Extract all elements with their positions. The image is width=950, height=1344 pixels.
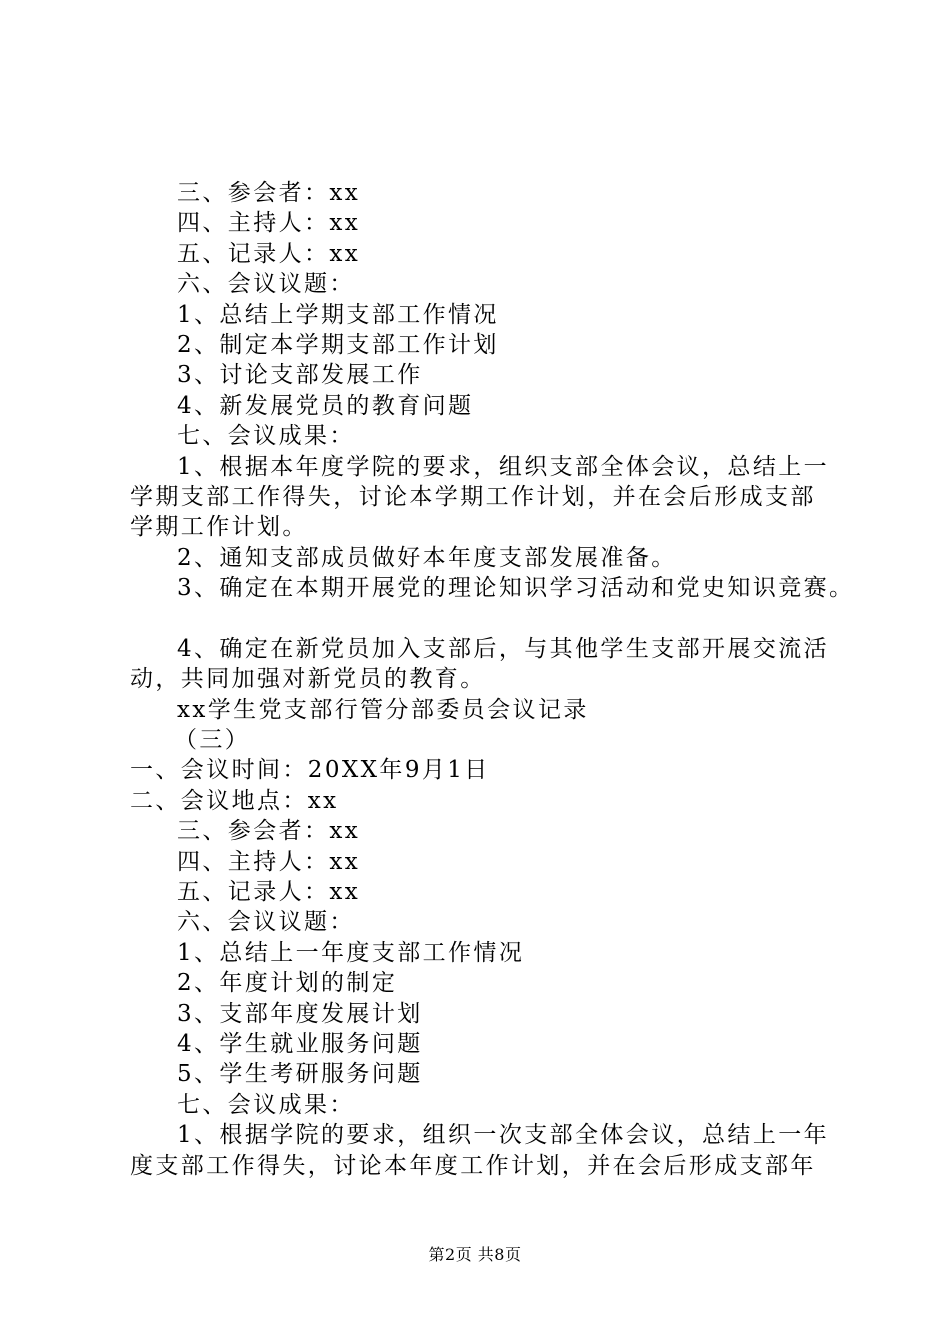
paragraph-line: 三、参会者：xx [177, 818, 361, 845]
paragraph-line: 3、确定在本期开展党的理论知识学习活动和党史知识竞赛。 [177, 575, 855, 602]
paragraph-line: 4、学生就业服务问题 [177, 1030, 423, 1057]
paragraph-line: 1、总结上一年度支部工作情况 [177, 939, 525, 966]
paragraph-line: 七、会议成果： [177, 423, 355, 450]
paragraph-line: 3、支部年度发展计划 [177, 1000, 423, 1027]
paragraph-line: 一、会议时间：20XX年9月1日 [130, 757, 490, 784]
paragraph-line: 4、确定在新党员加入支部后，与其他学生支部开展交流活 [177, 635, 830, 662]
paragraph-line: 1、根据学院的要求，组织一次支部全体会议，总结上一年 [177, 1122, 830, 1149]
paragraph-line: 5、学生考研服务问题 [177, 1061, 423, 1088]
paragraph-line: 四、主持人：xx [177, 848, 361, 875]
paragraph-line: 度支部工作得失，讨论本年度工作计划，并在会后形成支部年 [130, 1152, 816, 1179]
paragraph-line: 四、主持人：xx [177, 210, 361, 237]
paragraph-line: 1、总结上学期支部工作情况 [177, 301, 499, 328]
section-title: xx学生党支部行管分部委员会议记录 [177, 696, 589, 723]
page-footer: 第2页 共8页 [428, 1245, 522, 1264]
paragraph-line: 七、会议成果： [177, 1091, 355, 1118]
paragraph-line: 动，共同加强对新党员的教育。 [130, 666, 486, 693]
paragraph-line: 六、会议议题： [177, 909, 355, 936]
document-body [130, 178, 855, 1181]
paragraph-line: 2、年度计划的制定 [177, 970, 398, 997]
paragraph-gap [130, 604, 850, 634]
section-number: （三） [174, 726, 251, 753]
paragraph-line: 五、记录人：xx [177, 240, 361, 267]
paragraph-line: 学期支部工作得失，讨论本学期工作计划，并在会后形成支部 [130, 484, 816, 511]
paragraph-line: 三、参会者：xx [177, 180, 361, 206]
paragraph-line: 六、会议议题： [177, 271, 355, 298]
paragraph-line: 2、通知支部成员做好本年度支部发展准备。 [177, 544, 677, 571]
paragraph-line: 2、制定本学期支部工作计划 [177, 332, 499, 359]
paragraph-line: 五、记录人：xx [177, 878, 361, 905]
paragraph-line: 学期工作计划。 [130, 514, 308, 541]
paragraph-line: 3、讨论支部发展工作 [177, 362, 423, 389]
paragraph-line: 1、根据本年度学院的要求，组织支部全体会议，总结上一 [177, 453, 830, 480]
paragraph-line: 二、会议地点：xx [130, 787, 339, 814]
paragraph-line: 4、新发展党员的教育问题 [177, 392, 474, 419]
